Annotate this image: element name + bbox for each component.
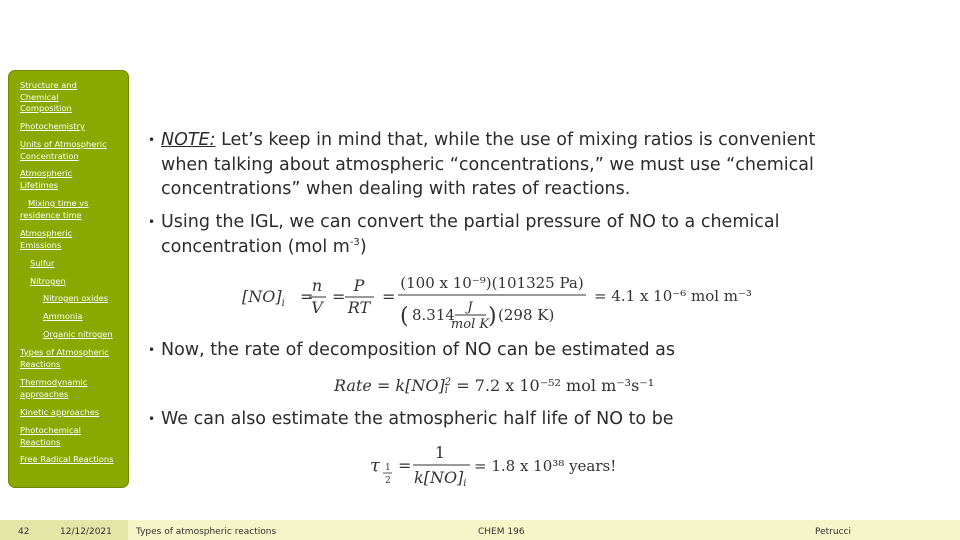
bullet-marker: • <box>148 133 156 147</box>
slide-number: 42 <box>18 527 30 537</box>
svg-text:n: n <box>311 276 323 295</box>
svg-text:= 4.1 x 10⁻⁶ mol m⁻³: = 4.1 x 10⁻⁶ mol m⁻³ <box>594 287 752 305</box>
nav-link-sulfur[interactable]: Sulfur <box>30 258 55 268</box>
nav-link-atmospheric-lifetimes[interactable]: Atmospheric Lifetimes <box>20 168 73 190</box>
nav-link-atmospheric-emissions[interactable]: Atmospheric Emissions <box>20 228 73 250</box>
svg-text:=: = <box>332 287 346 306</box>
footer-bar <box>0 520 960 540</box>
footer-course: CHEM 196 <box>478 527 525 537</box>
svg-text:V: V <box>311 298 323 317</box>
half-life-text: We can also estimate the atmospheric half life of NO to be <box>161 409 674 429</box>
svg-text:RT: RT <box>347 298 371 317</box>
svg-text:=: = <box>300 287 314 306</box>
equation-half-life <box>368 440 668 492</box>
nav-link-types-reactions[interactable]: Types of Atmospheric Reactions <box>20 347 109 369</box>
svg-text:=: = <box>398 456 412 475</box>
svg-text:k[NO]i: k[NO]i <box>414 468 467 489</box>
nav-link-thermodynamic[interactable]: Thermodynamic approaches <box>20 377 88 399</box>
rate-text: Now, the rate of decomposition of NO can be estimated as <box>161 340 676 360</box>
note-label: NOTE: <box>161 130 216 150</box>
nav-link-mixing-time[interactable]: Mixing time vs residence time <box>20 198 89 220</box>
svg-text:τ: τ <box>370 455 380 476</box>
svg-text:(100 x 10⁻⁹)(101325 Pa): (100 x 10⁻⁹)(101325 Pa) <box>400 274 584 292</box>
nav-link-kinetic[interactable]: Kinetic approaches <box>20 407 100 417</box>
bullet-marker: • <box>148 343 156 357</box>
svg-text:P: P <box>353 276 365 295</box>
igl-line-1: Using the IGL, we can convert the partial pressure of NO to a chemical <box>161 212 780 232</box>
nav-link-organic-nitrogen[interactable]: Organic nitrogen <box>43 329 113 339</box>
nav-link-nitrogen-oxides[interactable]: Nitrogen oxides <box>43 293 109 303</box>
nav-link-structure-composition[interactable]: Structure and Chemical Composition <box>20 80 77 113</box>
note-line-1: Let’s keep in mind that, while the use of mixing ratios is convenient <box>215 130 816 150</box>
svg-text:J: J <box>467 300 473 315</box>
equation-rate: Rate = k[NO] 2 i = 7.2 x 10⁻⁵² mol m⁻³s⁻¹ <box>334 376 655 396</box>
bullet-marker: • <box>148 215 156 229</box>
nav-link-ammonia[interactable]: Ammonia <box>43 311 83 321</box>
note-line-3: concentrations” when dealing with rates of reactions. <box>161 179 631 199</box>
svg-text:(298 K): (298 K) <box>498 306 555 324</box>
igl-line-2: concentration (mol $m^{-3}$) <box>161 236 367 257</box>
svg-text:[NO]i: $[NO]_i$ <box>242 287 285 309</box>
footer-date: 12/12/2021 <box>60 527 112 537</box>
svg-text:8.314: 8.314 <box>412 306 455 324</box>
nav-link-nitrogen[interactable]: Nitrogen <box>30 276 66 286</box>
nav-link-free-radical[interactable]: Free Radical Reactions <box>20 454 114 464</box>
svg-text:1: 1 <box>434 443 446 462</box>
svg-text:2: 2 <box>385 476 391 486</box>
nav-link-photochemistry[interactable]: Photochemistry <box>20 121 85 131</box>
svg-text:=: = <box>382 287 396 306</box>
note-line-2: when talking about atmospheric “concentrations,” we must use “chemical <box>161 154 814 175</box>
svg-text:1: 1 <box>385 463 391 473</box>
footer-title: Types of atmospheric reactions <box>136 527 277 537</box>
nav-link-units-concentration[interactable]: Units of Atmospheric Concentration <box>20 139 107 161</box>
footer-author: Petrucci <box>815 527 851 537</box>
bullet-marker: • <box>148 412 156 426</box>
svg-text:= 1.8 x 10³⁸ years!: = 1.8 x 10³⁸ years! <box>474 457 617 475</box>
svg-text:mol K: mol K <box>450 317 490 332</box>
equation-concentration <box>240 268 780 334</box>
nav-link-photochemical[interactable]: Photochemical Reactions <box>20 425 81 447</box>
svg-text:(: ( <box>400 304 409 329</box>
svg-text:): ) <box>488 304 497 329</box>
